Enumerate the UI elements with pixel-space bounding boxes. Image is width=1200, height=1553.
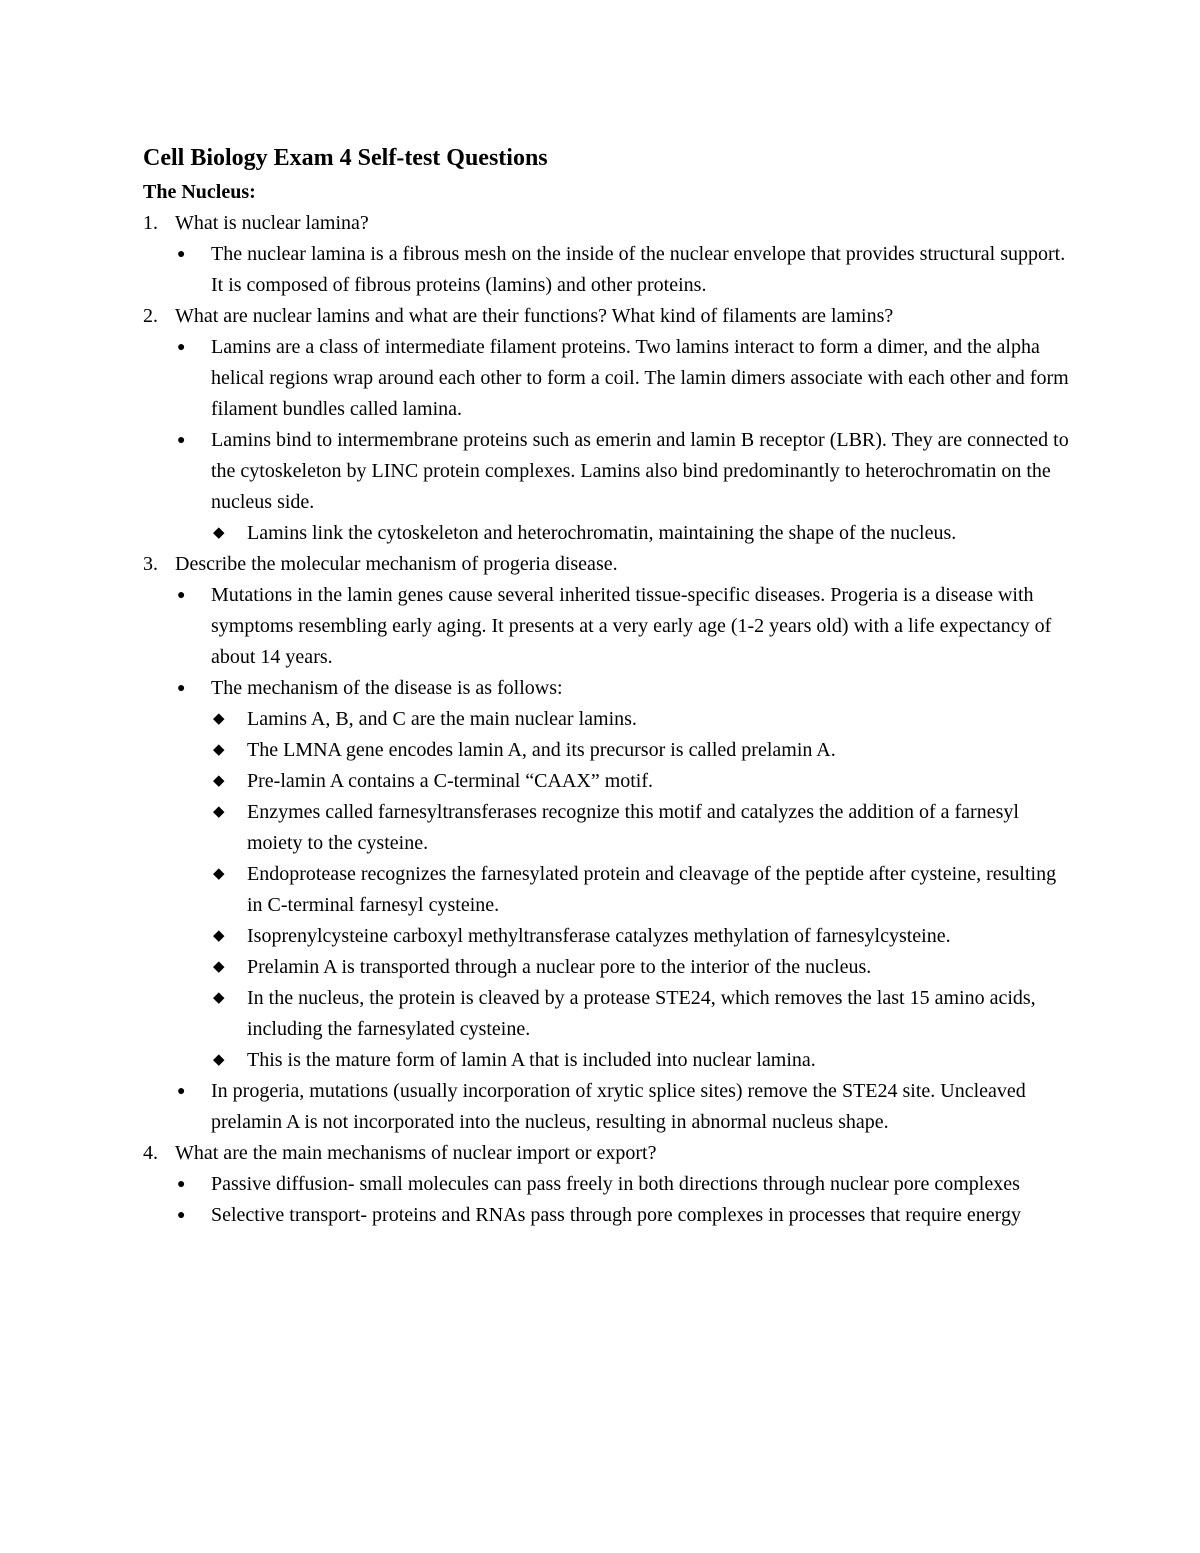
answer-text: Endoprotease recognizes the farnesylated protein and cleavage of the peptide after cysteine, resulting in C-terminal farnesyl cysteine. [247, 863, 1057, 916]
question-2 [143, 301, 1070, 332]
question-text: What is nuclear lamina? [175, 212, 369, 234]
answer-sub-bullet [143, 859, 1070, 921]
answer-text: Passive diffusion- small molecules can pass freely in both directions through nuclear pore complexes [211, 1173, 1020, 1195]
question-number: 4. [143, 1142, 158, 1164]
diamond-bullet-icon: ◆ [213, 742, 225, 758]
answer-text: Lamins bind to intermembrane proteins such as emerin and lamin B receptor (LBR). They are connected to the cytoskeleton by LINC protein complexes. Lamins also bind predominantly to heterochromatin on the nucleus side. [211, 429, 1069, 513]
question-number: 3. [143, 553, 158, 575]
answer-text: Mutations in the lamin genes cause several inherited tissue-specific diseases. Progeria is a disease with symptoms resembling early aging. It presents at a very early age (1-2 years old) with a life expectancy of about 14 years. [211, 584, 1052, 668]
answer-sub-bullet [143, 921, 1070, 952]
answer-list [143, 332, 1070, 549]
answer-text: The nuclear lamina is a fibrous mesh on the inside of the nuclear envelope that provides structural support. It is composed of fibrous proteins (lamins) and other proteins. [211, 243, 1066, 296]
bullet-icon: ● [177, 1177, 186, 1192]
diamond-bullet-icon: ◆ [213, 959, 225, 975]
answer-text: The mechanism of the disease is as follows: [211, 677, 563, 699]
answer-sub-bullet [143, 952, 1070, 983]
question-1 [143, 208, 1070, 239]
answer-sub-bullet [143, 518, 1070, 549]
answer-bullet [143, 1169, 1070, 1200]
answer-text: In progeria, mutations (usually incorporation of xrytic splice sites) remove the STE24 site. Uncleaved prelamin A is not incorporated into the nucleus, resulting in abnormal nucleus shape. [211, 1080, 1026, 1133]
bullet-icon: ● [177, 681, 186, 696]
answer-bullet [143, 332, 1070, 425]
answer-text: Selective transport- proteins and RNAs pass through pore complexes in processes that require energy [211, 1204, 1021, 1226]
answer-bullet [143, 239, 1070, 301]
answer-bullet [143, 1076, 1070, 1138]
diamond-bullet-icon: ◆ [213, 711, 225, 727]
answer-text: Prelamin A is transported through a nuclear pore to the interior of the nucleus. [247, 956, 872, 978]
bullet-icon: ● [177, 340, 186, 355]
answer-bullet [143, 1200, 1070, 1231]
answer-sub-bullet [143, 1045, 1070, 1076]
bullet-icon: ● [177, 247, 186, 262]
section-heading: The Nucleus: [143, 181, 256, 203]
document-title: Cell Biology Exam 4 Self-test Questions [143, 145, 548, 171]
diamond-bullet-icon: ◆ [213, 866, 225, 882]
question-text: Describe the molecular mechanism of progeria disease. [175, 553, 618, 575]
question-text: What are the main mechanisms of nuclear import or export? [175, 1142, 657, 1164]
answer-list [143, 580, 1070, 1138]
diamond-bullet-icon: ◆ [213, 804, 225, 820]
question-3 [143, 549, 1070, 580]
bullet-icon: ● [177, 1208, 186, 1223]
diamond-bullet-icon: ◆ [213, 928, 225, 944]
answer-sub-bullet [143, 735, 1070, 766]
answer-text: Isoprenylcysteine carboxyl methyltransferase catalyzes methylation of farnesylcysteine. [247, 925, 951, 947]
answer-bullet [143, 580, 1070, 673]
diamond-bullet-icon: ◆ [213, 773, 225, 789]
answer-sub-bullet [143, 797, 1070, 859]
answer-sub-bullet [143, 983, 1070, 1045]
bullet-icon: ● [177, 588, 186, 603]
answer-bullet [143, 673, 1070, 704]
answer-sub-bullet [143, 766, 1070, 797]
answer-text: Enzymes called farnesyltransferases recognize this motif and catalyzes the addition of a farnesyl moiety to the cysteine. [247, 801, 1019, 854]
bullet-icon: ● [177, 433, 186, 448]
question-4 [143, 1138, 1070, 1169]
answer-list [143, 239, 1070, 301]
diamond-bullet-icon: ◆ [213, 990, 225, 1006]
question-number: 1. [143, 212, 158, 234]
question-number: 2. [143, 305, 158, 327]
answer-text: In the nucleus, the protein is cleaved by a protease STE24, which removes the last 15 amino acids, including the farnesylated cysteine. [247, 987, 1036, 1040]
question-text: What are nuclear lamins and what are their functions? What kind of filaments are lamins? [175, 305, 894, 327]
answer-text: This is the mature form of lamin A that is included into nuclear lamina. [247, 1049, 816, 1071]
answer-bullet [143, 425, 1070, 518]
answer-text: The LMNA gene encodes lamin A, and its precursor is called prelamin A. [247, 739, 836, 761]
answer-text: Lamins A, B, and C are the main nuclear lamins. [247, 708, 637, 730]
answer-text: Pre-lamin A contains a C-terminal “CAAX” motif. [247, 770, 654, 792]
diamond-bullet-icon: ◆ [213, 1052, 225, 1068]
answer-text: Lamins link the cytoskeleton and heterochromatin, maintaining the shape of the nucleus. [247, 522, 957, 544]
answer-sub-bullet [143, 704, 1070, 735]
answer-list [143, 1169, 1070, 1231]
answer-text: Lamins are a class of intermediate filament proteins. Two lamins interact to form a dimer, and the alpha helical regions wrap around each other to form a coil. The lamin dimers associate with each other and form filament bundles called lamina. [211, 336, 1069, 420]
bullet-icon: ● [177, 1084, 186, 1099]
diamond-bullet-icon: ◆ [213, 525, 225, 541]
